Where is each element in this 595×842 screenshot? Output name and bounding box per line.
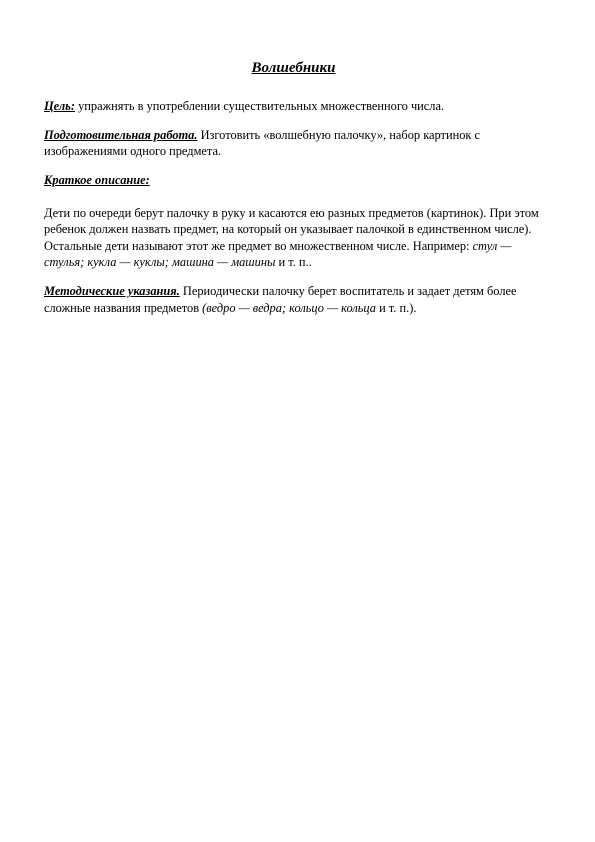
method-tail: и т. п.). bbox=[375, 300, 417, 315]
goal-text: упражнять в употреблении существительных множественного числа. bbox=[74, 99, 445, 114]
goal-paragraph bbox=[44, 98, 543, 115]
description-example: стул — стулья; кукла — куклы; машина — машины bbox=[44, 238, 512, 270]
goal-label: Цель: bbox=[44, 99, 75, 114]
description-paragraph bbox=[44, 205, 543, 271]
desc-label: Краткое описание: bbox=[44, 172, 150, 187]
description-text: Дети по очереди берут палочку в руку и касаются ею разных предметов (картинок). При этом ребенок должен назвать предмет, на который он указывает палочкой в единственном числе). Остальные дети называют этот же предмет во множественном числе. Например: bbox=[44, 205, 539, 253]
method-label: Методические указания. bbox=[44, 283, 180, 298]
method-example: (ведро — ведра; кольцо — кольца bbox=[202, 300, 376, 315]
description-tail: и т. п.. bbox=[275, 255, 312, 270]
page-title: Волшебники bbox=[251, 60, 336, 76]
method-paragraph bbox=[44, 283, 543, 316]
desc-heading-paragraph bbox=[44, 172, 543, 189]
prep-paragraph bbox=[44, 127, 543, 160]
prep-text: Изготовить «волшебную палочку», набор картинок с изображениями одного предмета. bbox=[44, 127, 481, 159]
method-text: Периодически палочку берет воспитатель и задает детям более сложные названия предметов bbox=[44, 283, 517, 315]
prep-label: Подготовительная работа. bbox=[44, 127, 198, 142]
